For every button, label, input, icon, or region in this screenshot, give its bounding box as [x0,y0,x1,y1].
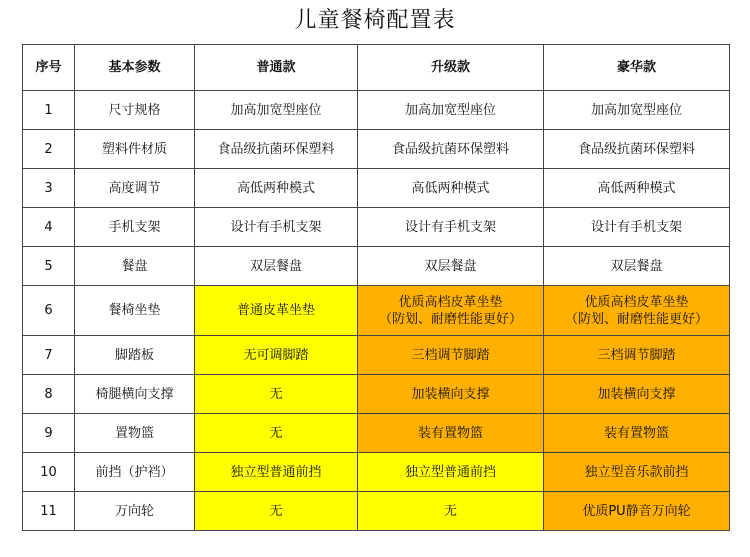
page-title: 儿童餐椅配置表 [294,8,456,33]
cell-text: 双层餐盘 [249,258,302,274]
cell-text: 食品级抗菌环保塑料 [577,141,695,157]
cell-param: 万向轮 [75,492,195,531]
table-row [23,247,730,286]
cell-param: 置物篮 [75,414,195,453]
cell-luxury [544,247,730,286]
cell-basic [195,375,358,414]
cell-luxury [544,169,730,208]
cell-text: 食品级抗菌环保塑料 [217,141,335,157]
cell-luxury [544,91,730,130]
table-row [23,130,730,169]
cell-upgrade [358,91,544,130]
cell-text: 加高加宽型座位 [230,102,322,118]
cell-text: （防划、耐磨性能更好） [564,311,708,327]
header-basic: 普通款 [195,45,358,91]
cell-text: 无 [269,425,283,441]
table-row [23,91,730,130]
cell-no: 11 [23,492,75,531]
cell-text: 无 [269,503,283,519]
header-upgrade: 升级款 [358,45,544,91]
cell-upgrade [358,414,544,453]
table-row [23,492,730,531]
cell-upgrade [358,208,544,247]
cell-text: 高低两种模式 [236,180,315,196]
cell-text: 食品级抗菌环保塑料 [391,141,509,157]
cell-basic [195,492,358,531]
table-row [23,375,730,414]
cell-text: 独立型普通前挡 [404,464,496,480]
cell-no: 6 [23,286,75,336]
cell-text: 加装横向支撑 [597,386,676,402]
cell-basic [195,286,358,336]
cell-text: 优质高档皮革坐垫 [398,294,503,310]
cell-upgrade [358,336,544,375]
cell-no: 1 [23,91,75,130]
cell-upgrade [358,247,544,286]
cell-param: 脚踏板 [75,336,195,375]
cell-text: 普通皮革坐垫 [236,303,315,318]
cell-no: 9 [23,414,75,453]
cell-param: 餐椅坐垫 [75,286,195,336]
cell-text: 设计有手机支架 [404,219,496,235]
cell-no: 8 [23,375,75,414]
cell-luxury [544,336,730,375]
cell-text: 装有置物篮 [603,425,669,441]
table-row [23,286,730,336]
cell-no: 3 [23,169,75,208]
header-no: 序号 [23,45,75,91]
cell-luxury [544,453,730,492]
cell-text: 装有置物篮 [417,425,483,441]
cell-upgrade [358,286,544,336]
cell-param: 餐盘 [75,247,195,286]
cell-text: 无 [269,386,283,402]
cell-text: 高低两种模式 [597,180,676,196]
cell-text: 加高加宽型座位 [590,102,682,118]
cell-text: 加装横向支撑 [411,386,490,402]
cell-text: 双层餐盘 [610,258,663,274]
cell-basic [195,208,358,247]
cell-text: 双层餐盘 [424,258,477,274]
table-row [23,453,730,492]
cell-basic [195,169,358,208]
cell-luxury [544,130,730,169]
cell-luxury [544,492,730,531]
cell-basic [195,414,358,453]
cell-param: 高度调节 [75,169,195,208]
cell-text: （防划、耐磨性能更好） [378,311,522,327]
table-row [23,169,730,208]
cell-text: 设计有手机支架 [590,219,682,235]
cell-text: 加高加宽型座位 [404,102,496,118]
cell-upgrade [358,169,544,208]
cell-no: 10 [23,453,75,492]
config-table [22,44,730,531]
cell-no: 5 [23,247,75,286]
cell-luxury [544,208,730,247]
cell-no: 4 [23,208,75,247]
cell-text: 设计有手机支架 [230,219,322,235]
cell-upgrade [358,453,544,492]
cell-text: 优质高档皮革坐垫 [584,294,689,310]
cell-basic [195,247,358,286]
cell-text: 三档调节脚踏 [411,347,490,363]
cell-luxury [544,414,730,453]
cell-param: 椅腿横向支撑 [75,375,195,414]
cell-luxury [544,286,730,336]
table-header-row [23,45,730,91]
cell-text: 优质PU静音万向轮 [582,503,691,519]
cell-luxury [544,375,730,414]
table-row [23,336,730,375]
cell-no: 2 [23,130,75,169]
table-row [23,414,730,453]
cell-basic [195,130,358,169]
cell-param: 前挡（护裆） [75,453,195,492]
cell-text: 高低两种模式 [411,180,490,196]
header-param: 基本参数 [75,45,195,91]
cell-upgrade [358,130,544,169]
cell-param: 塑料件材质 [75,130,195,169]
cell-text: 独立型音乐款前挡 [584,464,689,480]
cell-upgrade [358,375,544,414]
cell-text: 无 [443,503,457,519]
cell-param: 手机支架 [75,208,195,247]
cell-basic [195,453,358,492]
cell-text: 三档调节脚踏 [597,347,676,363]
cell-basic [195,91,358,130]
table-row [23,208,730,247]
cell-text: 无可调脚踏 [243,347,309,363]
cell-upgrade [358,492,544,531]
cell-no: 7 [23,336,75,375]
cell-param: 尺寸规格 [75,91,195,130]
cell-basic [195,336,358,375]
cell-text: 独立型普通前挡 [230,464,322,480]
header-luxury: 豪华款 [544,45,730,91]
